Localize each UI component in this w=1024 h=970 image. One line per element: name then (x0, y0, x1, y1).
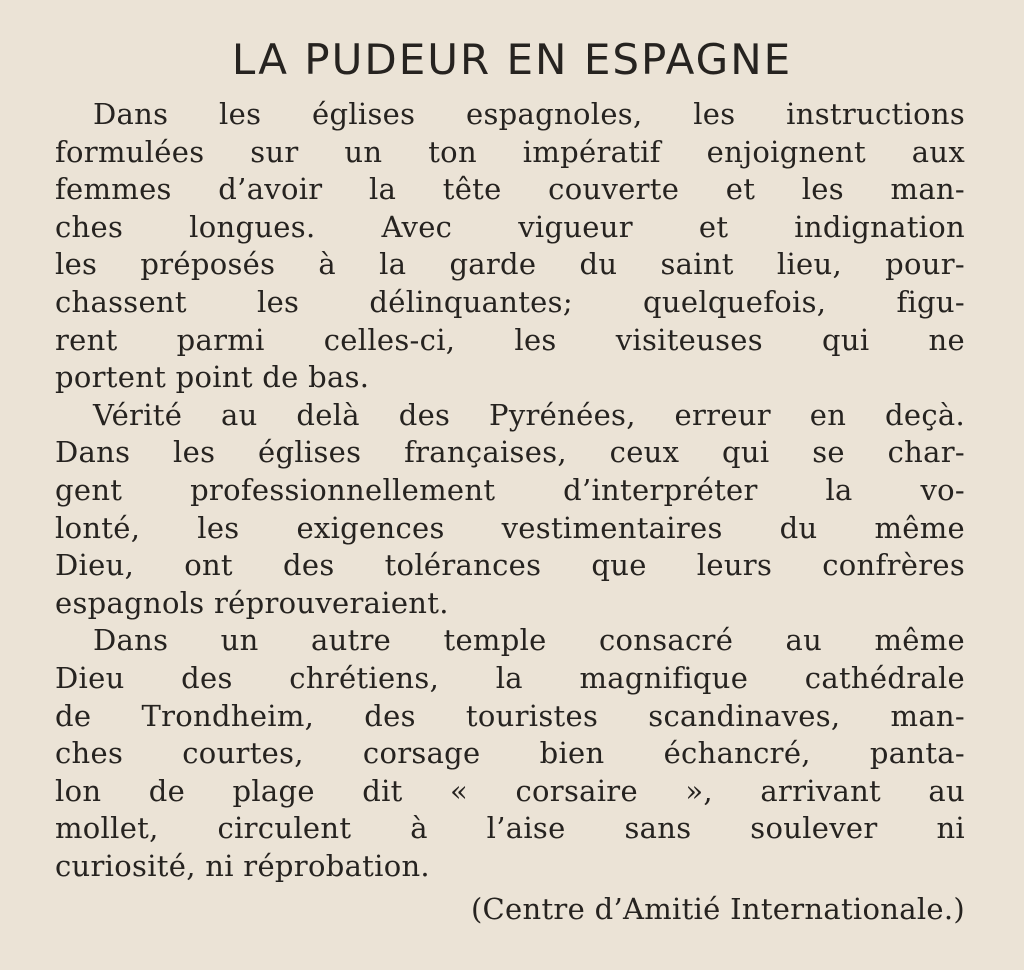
text-line: lon de plage dit « corsaire », arrivant au (55, 773, 965, 808)
text-line: gent professionnellement d’interpréter la vo- (55, 472, 965, 507)
article-signature: (Centre d’Amitié Internationale.) (470, 892, 965, 927)
text-line: chassent les délinquantes; quelquefois, figu- (55, 284, 965, 319)
text-line: Dans les églises françaises, ceux qui se char- (55, 435, 965, 470)
text-line: formulées sur un ton impératif enjoignent aux (55, 134, 965, 169)
article-body (55, 96, 965, 929)
text-line: de Trondheim, des touristes scandinaves, man- (55, 698, 965, 733)
text-line: lonté, les exigences vestimentaires du même (55, 510, 965, 545)
paragraph (55, 397, 965, 623)
text-line: Dieu des chrétiens, la magnifique cathédrale (55, 660, 965, 695)
text-line: rent parmi celles-ci, les visiteuses qui ne (55, 322, 965, 357)
text-line: portent point de bas. (55, 360, 370, 395)
text-line: Dans un autre temple consacré au même (93, 623, 965, 658)
article-title: LA PUDEUR EN ESPAGNE (231, 35, 793, 84)
text-line: espagnols réprouveraient. (55, 585, 449, 620)
text-line: Dans les églises espagnoles, les instructions (93, 97, 965, 131)
text-line: ches courtes, corsage bien échancré, panta- (55, 736, 965, 771)
text-line: ches longues. Avec vigueur et indignation (55, 209, 965, 244)
text-line: Vérité au delà des Pyrénées, erreur en deçà. (93, 397, 965, 432)
paragraph (55, 96, 965, 397)
text-line: Dieu, ont des tolérances que leurs confrères (55, 548, 965, 583)
text-line: les préposés à la garde du saint lieu, pour- (55, 247, 965, 282)
paragraph (55, 622, 965, 885)
text-line: mollet, circulent à l’aise sans soulever ni (55, 811, 965, 846)
text-line: femmes d’avoir la tête couverte et les man- (55, 172, 965, 207)
text-line: curiosité, ni réprobation. (55, 848, 430, 883)
